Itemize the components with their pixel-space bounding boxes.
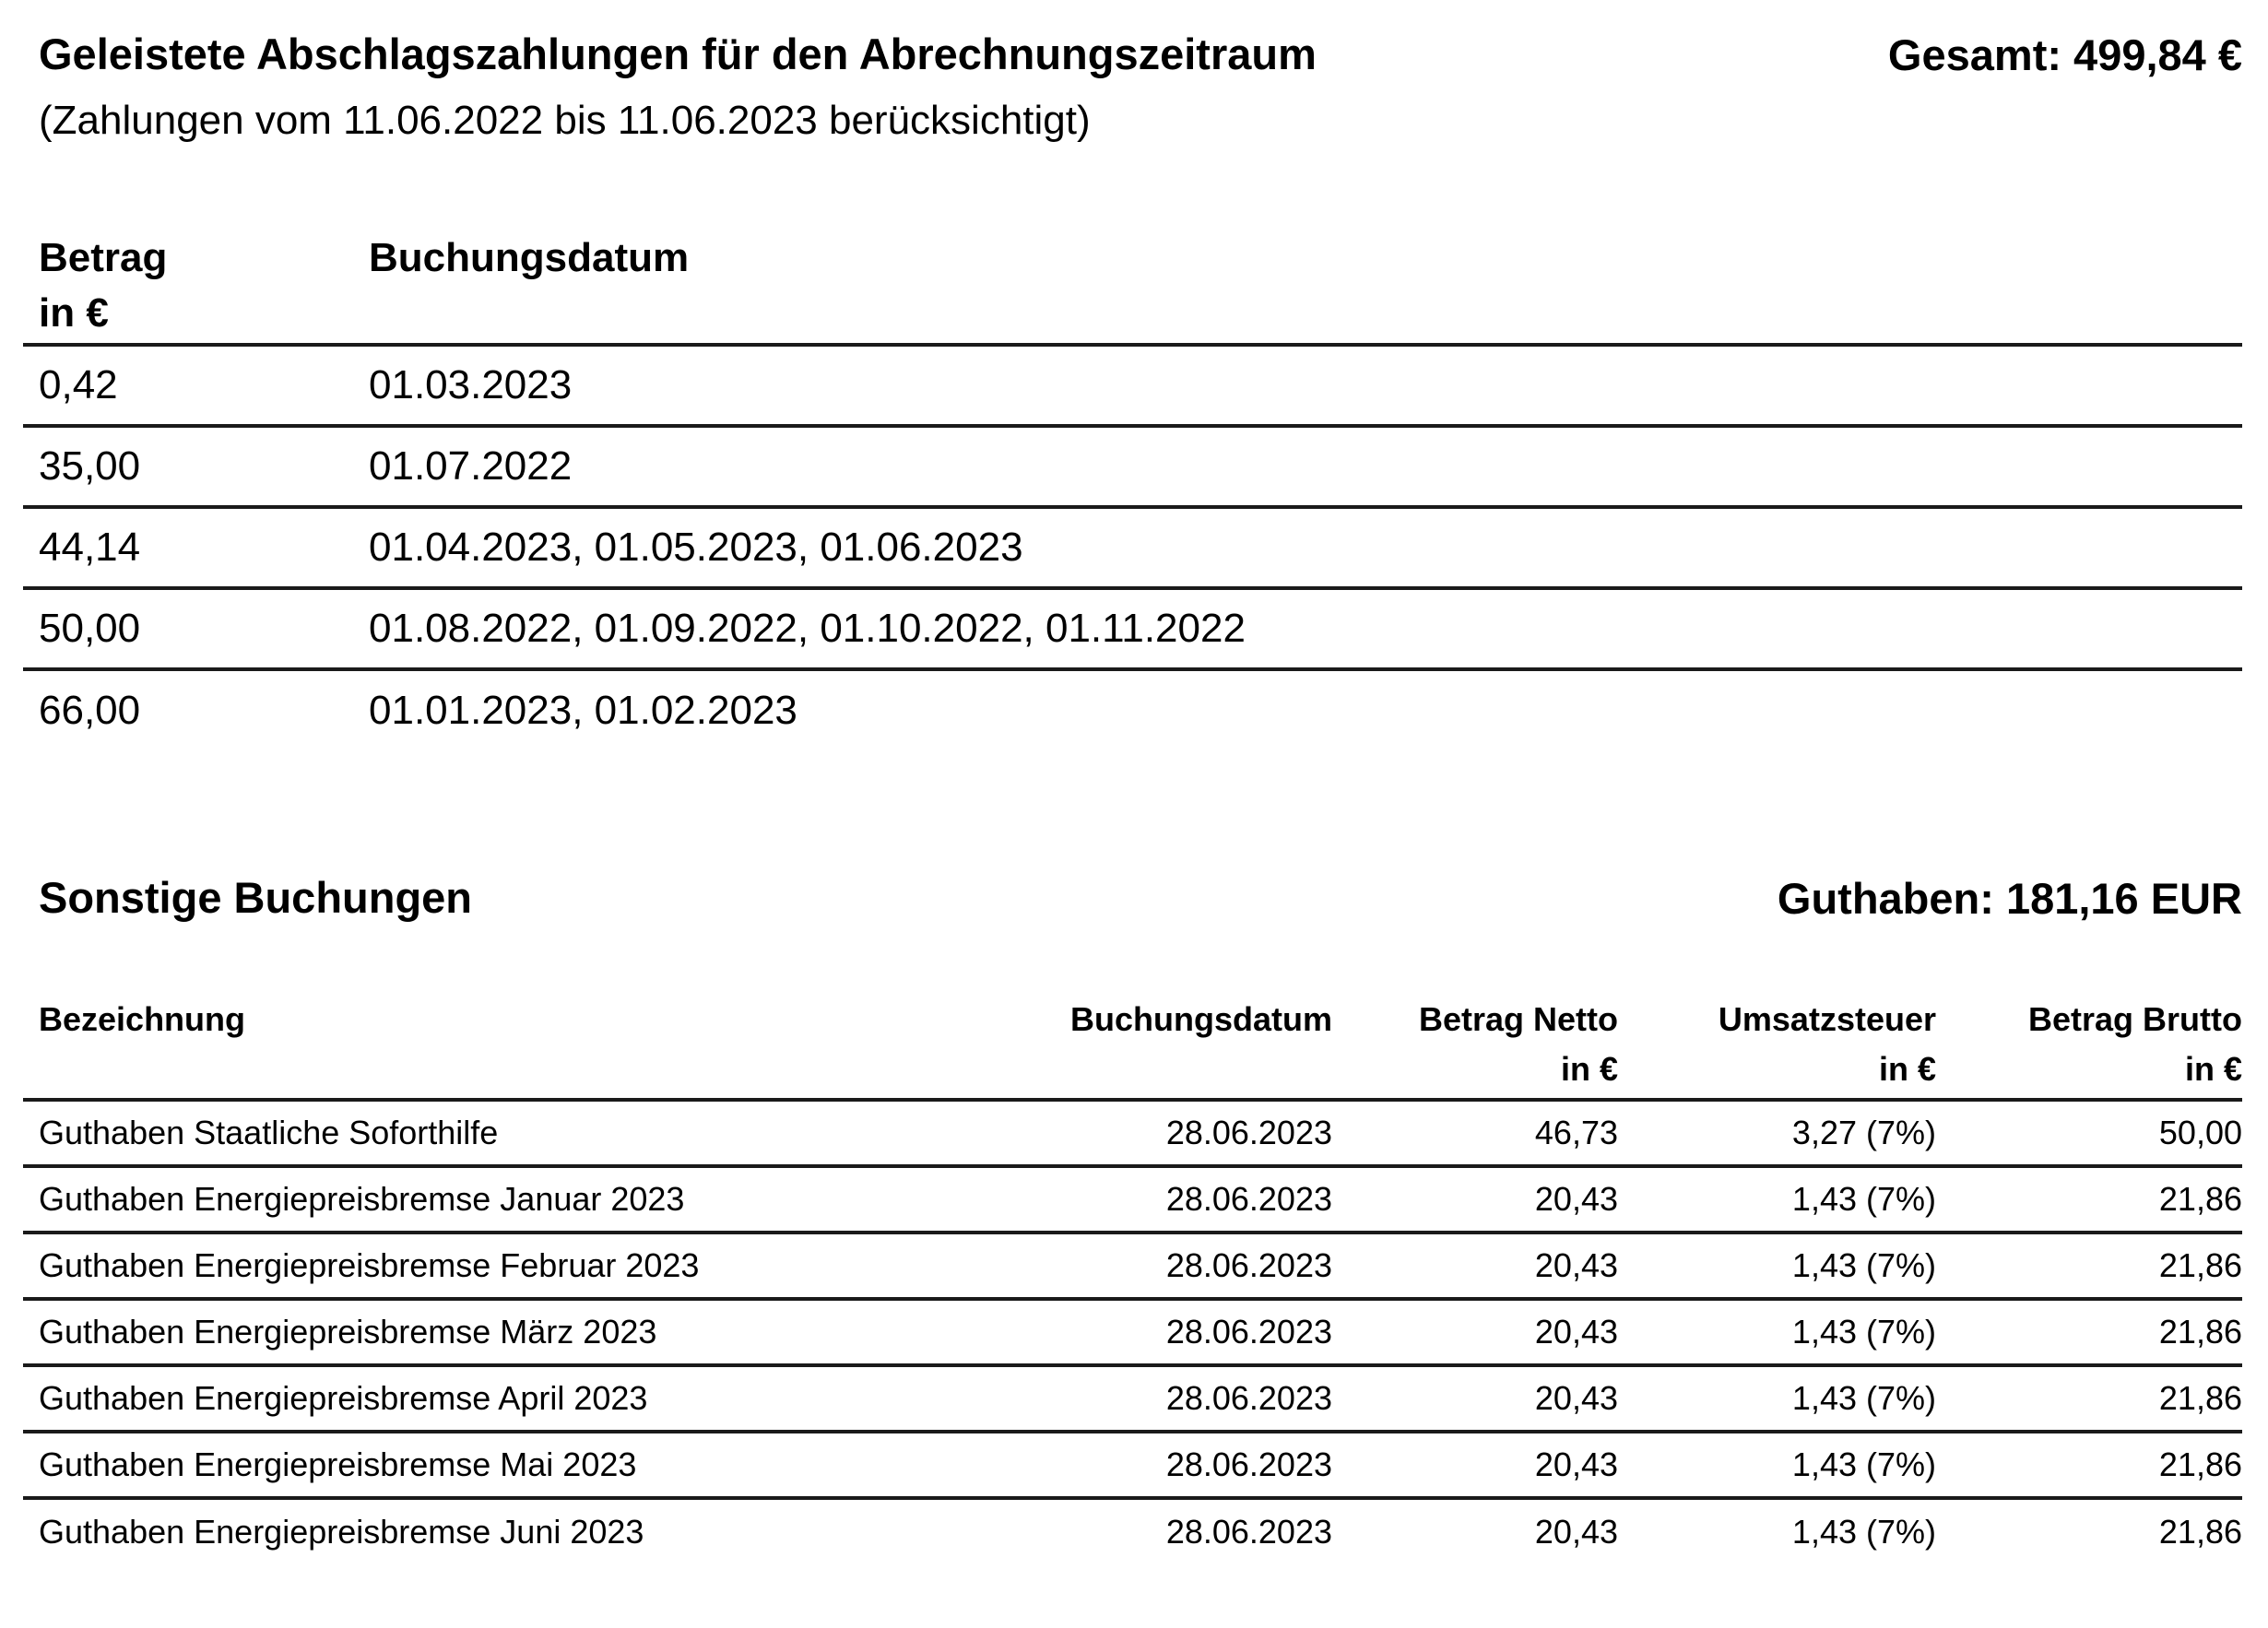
payment-amount: 50,00 xyxy=(23,588,353,669)
booking-date: 28.06.2023 xyxy=(1037,1432,1332,1498)
bookings-col-brutto-header-line1: Betrag Brutto xyxy=(2028,1000,2242,1039)
booking-netto: 20,43 xyxy=(1332,1233,1618,1299)
booking-netto: 20,43 xyxy=(1332,1365,1618,1432)
booking-date: 28.06.2023 xyxy=(1037,1100,1332,1166)
table-row xyxy=(23,345,2242,426)
bookings-col-name-header: Bezeichnung xyxy=(23,995,1037,1100)
bookings-table-header-row xyxy=(23,995,2242,1100)
payments-section-title: Geleistete Abschlagszahlungen für den Abrechnungszeitraum xyxy=(39,29,1317,78)
booking-netto: 20,43 xyxy=(1332,1166,1618,1233)
table-row xyxy=(23,1299,2242,1365)
booking-date: 28.06.2023 xyxy=(1037,1233,1332,1299)
bookings-col-brutto-header-line2: in € xyxy=(2184,1050,2242,1089)
booking-vat: 1,43 (7%) xyxy=(1618,1299,1936,1365)
bookings-section-title: Sonstige Buchungen xyxy=(39,873,472,923)
table-row xyxy=(23,1100,2242,1166)
payments-section-header xyxy=(23,29,2242,80)
bookings-credit-amount: Guthaben: 181,16 EUR xyxy=(1777,874,2242,924)
payments-col-amount-header-line1: Betrag xyxy=(39,235,168,281)
table-row xyxy=(23,669,2242,750)
payments-total-amount: Gesamt: 499,84 € xyxy=(1887,30,2242,79)
payment-amount: 0,42 xyxy=(23,345,353,426)
booking-brutto: 21,86 xyxy=(1936,1299,2242,1365)
booking-brutto: 21,86 xyxy=(1936,1233,2242,1299)
bookings-col-netto-header xyxy=(1332,995,1618,1100)
booking-vat: 1,43 (7%) xyxy=(1791,1513,1936,1551)
bookings-col-brutto-header xyxy=(1936,995,2242,1100)
payments-period-note: (Zahlungen vom 11.06.2022 bis 11.06.2023 berücksichtigt) xyxy=(39,98,1091,143)
booking-netto: 20,43 xyxy=(1534,1513,1618,1551)
payment-amount: 35,00 xyxy=(23,426,353,507)
table-row xyxy=(23,1365,2242,1432)
payment-dates: 01.04.2023, 01.05.2023, 01.06.2023 xyxy=(353,507,2242,588)
table-row xyxy=(23,588,2242,669)
payments-table xyxy=(23,230,2242,750)
booking-vat: 1,43 (7%) xyxy=(1618,1432,1936,1498)
bookings-table xyxy=(23,995,2242,1564)
payments-col-amount-header-line2: in € xyxy=(39,290,109,336)
booking-date: 28.06.2023 xyxy=(1037,1166,1332,1233)
booking-name: Guthaben Energiepreisbremse Mai 2023 xyxy=(23,1432,1037,1498)
table-row xyxy=(23,507,2242,588)
booking-netto: 20,43 xyxy=(1332,1299,1618,1365)
table-row xyxy=(23,1166,2242,1233)
table-row xyxy=(23,1233,2242,1299)
payments-col-amount-header xyxy=(23,230,353,345)
table-row xyxy=(23,1498,2242,1564)
booking-brutto: 21,86 xyxy=(1936,1166,2242,1233)
booking-date: 28.06.2023 xyxy=(1037,1299,1332,1365)
booking-name: Guthaben Staatliche Soforthilfe xyxy=(23,1100,1037,1166)
booking-vat: 1,43 (7%) xyxy=(1618,1233,1936,1299)
booking-name: Guthaben Energiepreisbremse April 2023 xyxy=(23,1365,1037,1432)
bookings-col-date-header: Buchungsdatum xyxy=(1037,995,1332,1100)
booking-brutto: 21,86 xyxy=(2158,1513,2242,1551)
payments-col-date-header: Buchungsdatum xyxy=(353,230,2242,345)
bookings-col-vat-header-line2: in € xyxy=(1878,1050,1936,1089)
booking-brutto: 21,86 xyxy=(1936,1432,2242,1498)
bookings-col-vat-header-line1: Umsatzsteuer xyxy=(1718,1000,1936,1039)
bookings-col-netto-header-line2: in € xyxy=(1560,1050,1618,1089)
payment-amount: 66,00 xyxy=(39,688,141,734)
payment-dates: 01.07.2022 xyxy=(353,426,2242,507)
booking-date: 28.06.2023 xyxy=(1037,1365,1332,1432)
bookings-col-netto-header-line1: Betrag Netto xyxy=(1418,1000,1618,1039)
payment-dates: 01.01.2023, 01.02.2023 xyxy=(369,688,797,734)
payment-amount: 44,14 xyxy=(23,507,353,588)
booking-name: Guthaben Energiepreisbremse Juni 2023 xyxy=(39,1513,644,1551)
booking-brutto: 21,86 xyxy=(1936,1365,2242,1432)
booking-date: 28.06.2023 xyxy=(1165,1513,1332,1551)
table-row xyxy=(23,426,2242,507)
bookings-section-header xyxy=(23,873,2242,924)
booking-name: Guthaben Energiepreisbremse März 2023 xyxy=(23,1299,1037,1365)
booking-name: Guthaben Energiepreisbremse Februar 2023 xyxy=(23,1233,1037,1299)
booking-vat: 3,27 (7%) xyxy=(1618,1100,1936,1166)
table-row xyxy=(23,1432,2242,1498)
booking-name: Guthaben Energiepreisbremse Januar 2023 xyxy=(23,1166,1037,1233)
booking-brutto: 50,00 xyxy=(1936,1100,2242,1166)
payment-dates: 01.03.2023 xyxy=(353,345,2242,426)
booking-vat: 1,43 (7%) xyxy=(1618,1365,1936,1432)
payments-table-header-row xyxy=(23,230,2242,345)
booking-vat: 1,43 (7%) xyxy=(1618,1166,1936,1233)
booking-netto: 20,43 xyxy=(1332,1432,1618,1498)
bookings-col-vat-header xyxy=(1618,995,1936,1100)
booking-netto: 46,73 xyxy=(1332,1100,1618,1166)
payment-dates: 01.08.2022, 01.09.2022, 01.10.2022, 01.11.2022 xyxy=(353,588,2242,669)
